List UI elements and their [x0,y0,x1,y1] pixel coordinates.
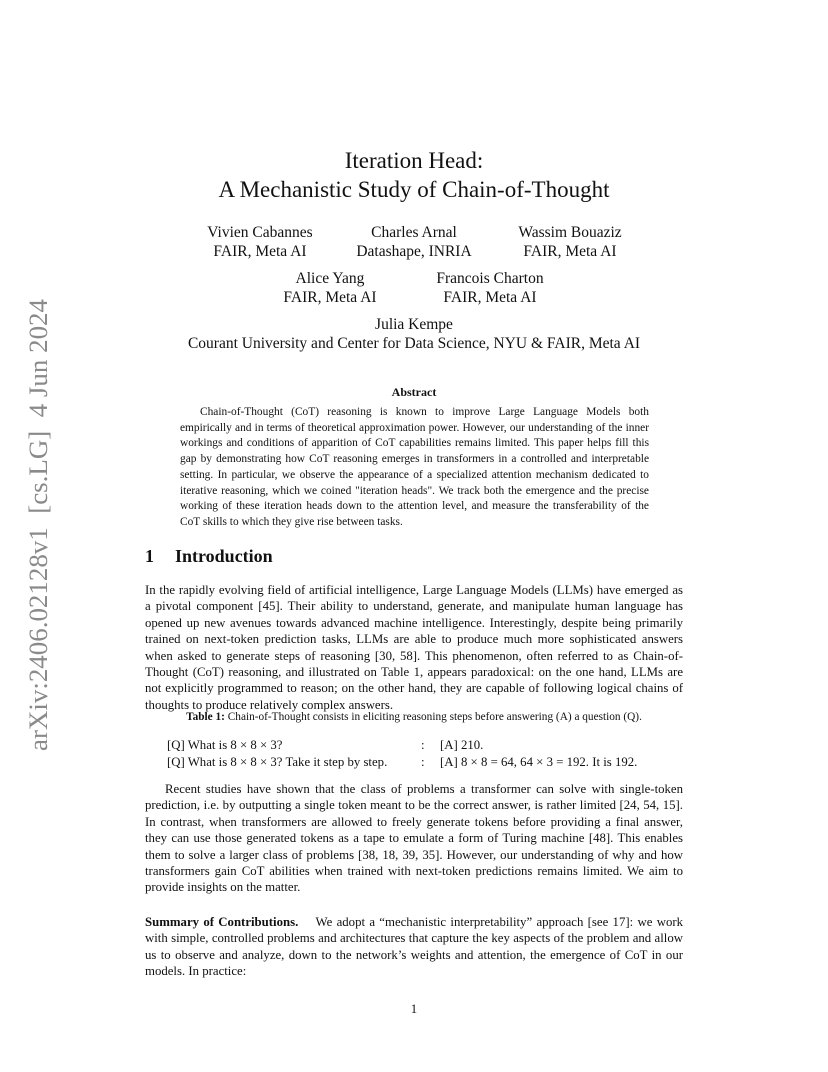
separator-cell: : [421,738,425,752]
answer-cell: [A] 210. [440,738,484,752]
summary-paragraph [145,914,683,980]
author-block [174,223,346,261]
author-affiliation: FAIR, Meta AI [283,289,377,306]
author-block [164,315,664,353]
author-name: Wassim Bouaziz [518,224,622,241]
summary-heading: Summary of Contributions. [145,915,299,929]
author-affiliation: FAIR, Meta AI [523,243,617,260]
author-affiliation: Courant University and Center for Data Science, NYU & FAIR, Meta AI [187,335,641,352]
author-block [250,269,410,307]
question-cell: [Q] What is 8 × 8 × 3? [167,738,283,752]
table-caption-text: Chain-of-Thought consists in eliciting reasoning steps before answering (A) a question (Q). [227,711,642,723]
paper-title [0,146,828,204]
answer-cell: [A] 8 × 8 = 64, 64 × 3 = 192. It is 192. [440,755,638,769]
intro-paragraph-2: Recent studies have shown that the class of problems a transformer can solve with single-token prediction, i.e. by outputting a single token meant to be the correct answer, is rather limited [24, 54, 15]. In contrast, when transformers are allowed to freely generate tokens before providing a final answer, they can use those generated tokens as a tape to emulate a form of Turing machine [48]. This enables them to solve a larger class of problems [38, 18, 39, 35]. However, our understanding of why and how transformers gain CoT abilities when trained with next-token predictions remains limited. We aim to provide insights on the matter. [145,782,683,895]
title-line-2: A Mechanistic Study of Chain-of-Thought [218,177,610,202]
cot-example-table [167,737,637,771]
author-name: Francois Charton [436,270,544,287]
question-cell: [Q] What is 8 × 8 × 3? Take it step by step. [167,755,388,769]
table-caption [0,711,828,723]
table-row [167,737,637,754]
author-affiliation: FAIR, Meta AI [443,289,537,306]
arxiv-identifier-stamp [22,294,54,756]
separator-cell: : [421,755,425,769]
author-block [490,223,650,261]
section-number: 1 [145,546,154,566]
author-name: Vivien Cabannes [207,224,313,241]
abstract-heading: Abstract [391,385,437,399]
abstract-text: Chain-of-Thought (CoT) reasoning is known to improve Large Language Models both empirically and in terms of theoretical approximation power. However, our understanding of the inner workings and conditions of apparition of CoT capabilities remains limited. This paper helps fill this gap by demonstrating how CoT reasoning emerges in transformers in a controlled and interpretable setting. In particular, we observe the appearance of a specialized attention mechanism dedicated to iterative reasoning, which we coined "iteration heads". We track both the emergence and the precise working of these iteration heads down to the attention level, and measure the transferability of the CoT skills to which they give rise between tasks. [180,406,649,528]
summary-text: We adopt a “mechanistic interpretability” approach [see 17]: we work with simple, controlled problems and architectures that capture the key aspects of the problem and allow us to observe and analyze, down to the network’s weights and attention, the emergence of CoT in our models. In practice: [145,915,684,979]
author-name: Julia Kempe [375,316,453,333]
author-block [333,223,495,261]
author-block [413,269,567,307]
table-row [167,754,637,771]
author-name: Charles Arnal [371,224,457,241]
intro-paragraph-1: In the rapidly evolving field of artificial intelligence, Large Language Models (LLMs) have emerged as a pivotal component [45]. Their ability to understand, generate, and manipulate human language has opened up new avenues towards advanced machine intelligence. Interestingly, despite being primarily trained on next-token prediction tasks, LLMs are able to produce much more sophisticated answers when asked to generate steps of reasoning [30, 58]. This phenomenon, often referred to as Chain-of-Thought (CoT) reasoning, and illustrated on Table 1, appears paradoxical: on the one hand, LLMs are not explicitly programmed to reason; on the other hand, they are capable of following logical chains of thoughts to produce relatively complex answers. [145,583,683,712]
author-affiliation: FAIR, Meta AI [213,243,307,260]
page-number: 1 [410,1002,418,1016]
title-line-1: Iteration Head: [344,148,484,173]
arxiv-id-text: arXiv:2406.02128v1 [cs.LG] 4 Jun 2024 [24,314,53,751]
table-caption-label: Table 1: [186,711,225,723]
author-name: Alice Yang [295,270,365,287]
section-title-text: Introduction [175,546,273,566]
section-heading [145,546,273,567]
author-affiliation: Datashape, INRIA [356,243,472,260]
